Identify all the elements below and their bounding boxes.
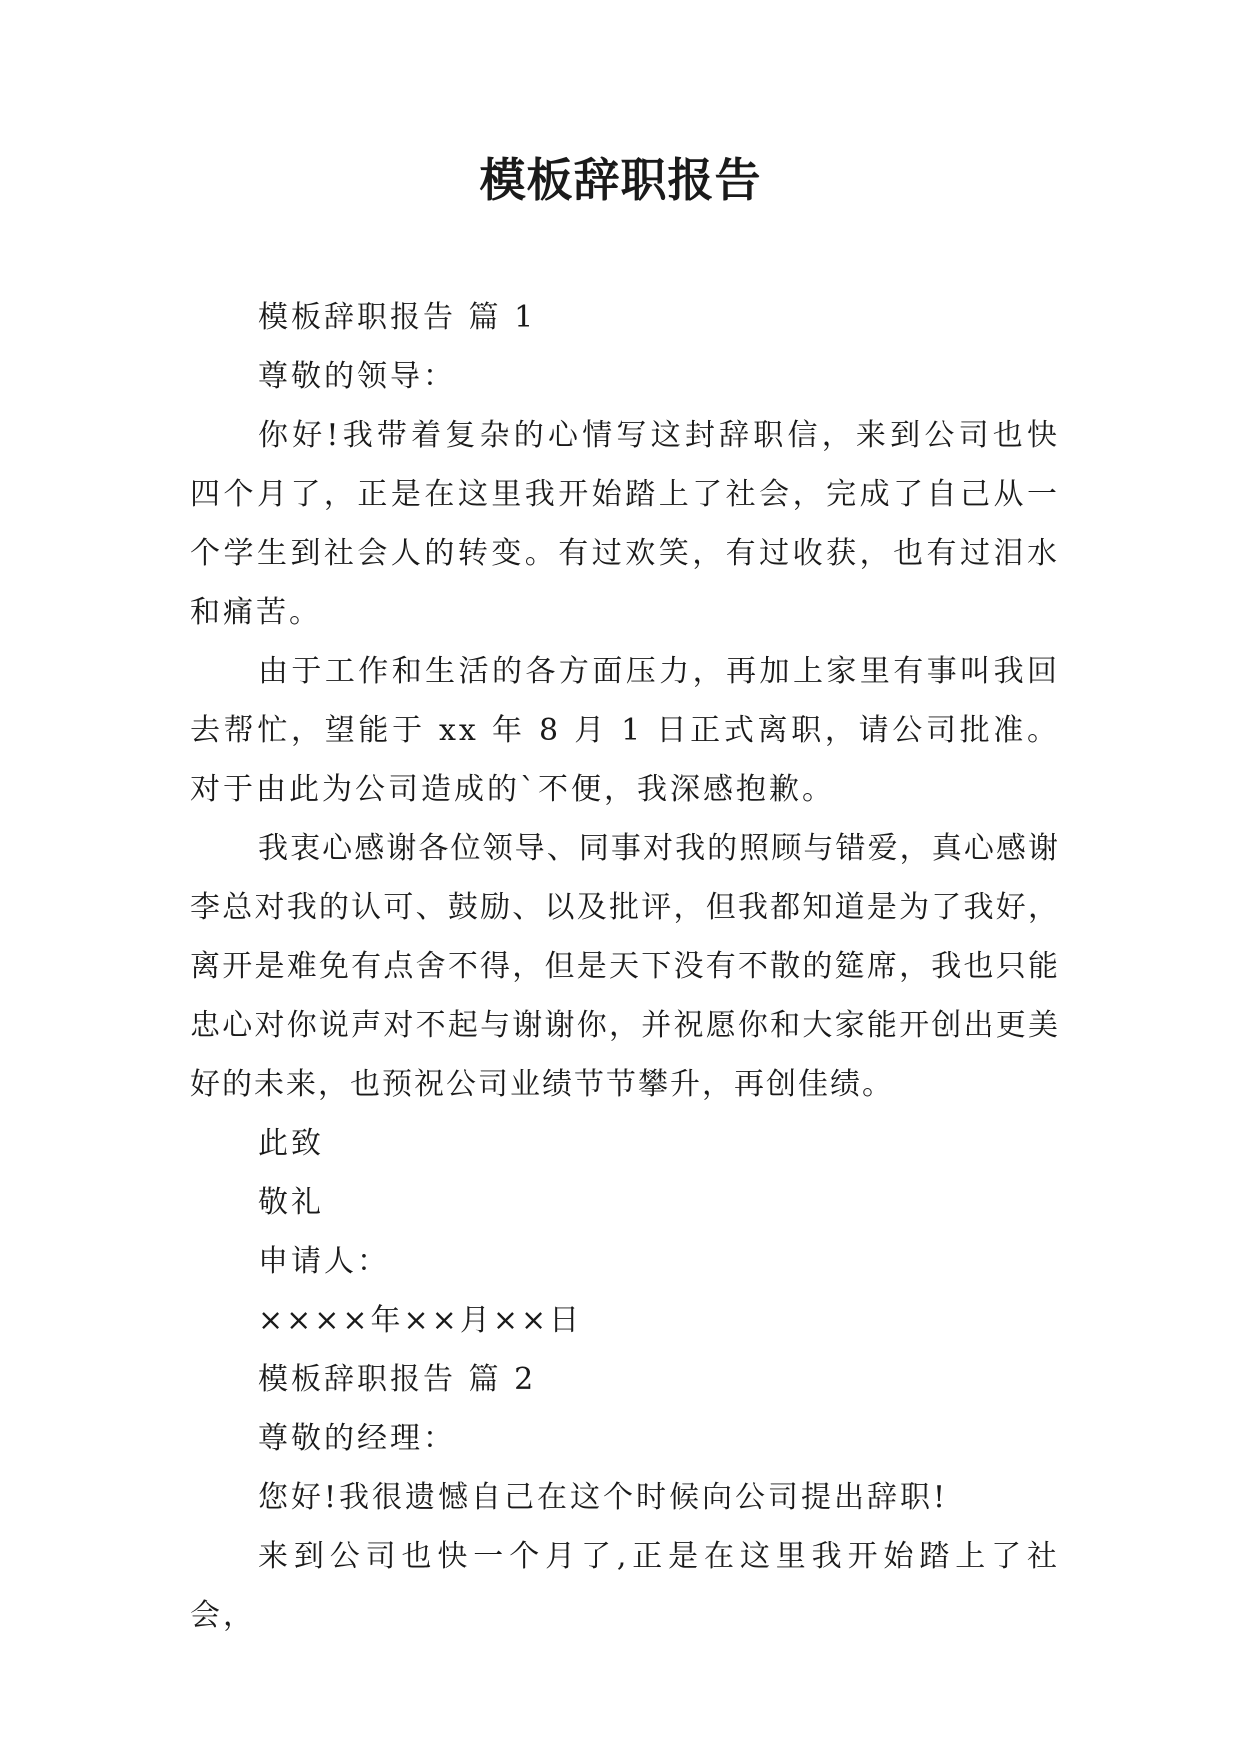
document-body	[190, 288, 1060, 1645]
body-paragraph: 来到公司也快一个月了,正是在这里我开始踏上了社会，	[190, 1539, 1060, 1633]
body-paragraph: 你好!我带着复杂的心情写这封辞职信，来到公司也快四个月了，正是在这里我开始踏上了社会，完成了自己从一个学生到社会人的转变。有过欢笑，有过收获，也有过泪水和痛苦。	[190, 418, 1060, 630]
salutation-2: 尊敬的经理：	[258, 1421, 456, 1456]
closing-line: 敬礼	[258, 1185, 324, 1220]
body-paragraph: 您好!我很遗憾自己在这个时候向公司提出辞职!	[258, 1480, 949, 1515]
date-line: ××××年××月××日	[258, 1303, 583, 1338]
applicant-line: 申请人：	[258, 1244, 390, 1279]
closing-line: 此致	[258, 1126, 324, 1161]
section-heading-2: 模板辞职报告 篇 2	[258, 1362, 537, 1397]
body-paragraph: 我衷心感谢各位领导、同事对我的照顾与错爱，真心感谢李总对我的认可、鼓励、以及批评，但我都知道是为了我好，离开是难免有点舍不得，但是天下没有不散的筵席，我也只能忠心对你说声对不起与谢谢你，并祝愿你和大家能开创出更美好的未来，也预祝公司业绩节节攀升，再创佳绩。	[190, 831, 1060, 1102]
salutation-1: 尊敬的领导：	[258, 359, 456, 394]
document-title: 模板辞职报告	[479, 153, 762, 207]
section-heading-1: 模板辞职报告 篇 1	[258, 300, 537, 335]
body-paragraph: 由于工作和生活的各方面压力，再加上家里有事叫我回去帮忙，望能于 xx 年 8 月 1 日正式离职，请公司批准。对于由此为公司造成的`不便，我深感抱歉。	[190, 654, 1060, 807]
